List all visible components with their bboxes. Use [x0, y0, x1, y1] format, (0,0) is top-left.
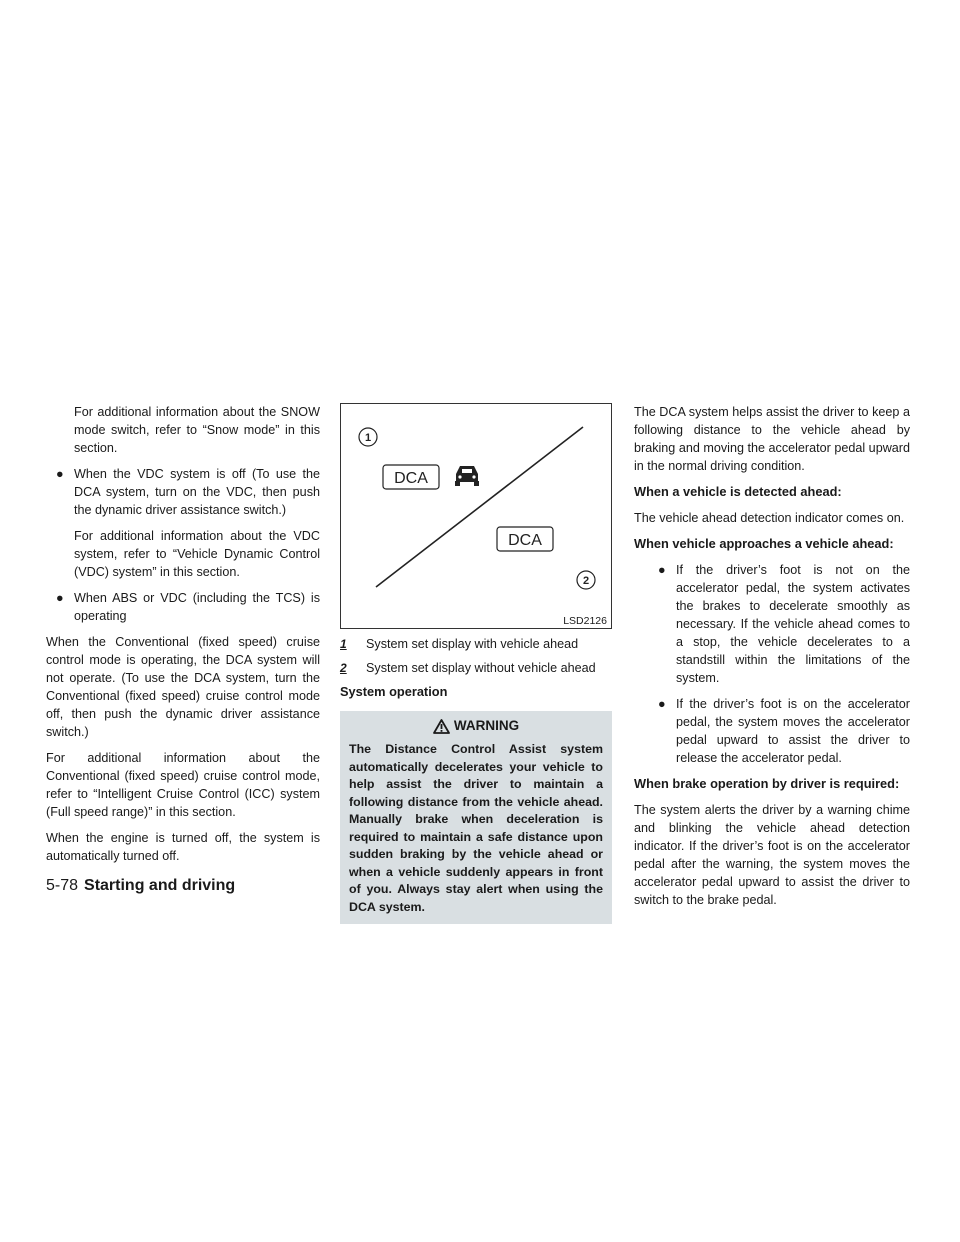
- bullet-vdc-off: [46, 465, 320, 519]
- dca-intro-paragraph: The DCA system helps assist the driver to keep a following distance to the vehicle ahead by braking and moving the accelerator pedal upward in the normal driving condition.: [634, 405, 910, 473]
- vehicle-detected-heading: When a vehicle is detected ahead:: [634, 484, 842, 499]
- vehicle-ahead-icon: [455, 466, 479, 486]
- middle-column: [340, 403, 612, 924]
- warning-text: The Distance Control Assist system automatically decelerates your vehicle to help assist the driver to maintain a following distance from the vehicle ahead. Manually brake when deceleration is required to maintain a safe distance upon sudden braking by the vehicle ahead or when a vehicle suddenly appears in front of you. Always stay alert when using the DCA system.: [349, 742, 603, 914]
- warning-box: [340, 711, 612, 924]
- brake-required-text: The system alerts the driver by a warning chime and blinking the vehicle ahead detection indicator. If the driver’s foot is on the accelerator pedal after the warning, the system moves the accelerator pedal upward to assist the driver to switch to the brake pedal.: [634, 803, 910, 907]
- vehicle-approaches-heading: When vehicle approaches a vehicle ahead:: [634, 536, 894, 551]
- caption-1-text: System set display with vehicle ahead: [366, 637, 579, 651]
- section-title: Starting and driving: [84, 877, 236, 894]
- divider-line: [376, 427, 583, 587]
- bullet-foot-off-pedal: [634, 561, 910, 687]
- caption-2-text: System set display without vehicle ahead: [366, 661, 596, 675]
- warning-title-row: [349, 717, 603, 735]
- caption-2: [340, 659, 612, 677]
- dca-indicator-1-label: DCA: [394, 470, 428, 487]
- bullet-text: If the driver’s foot is on the accelerator pedal, the system moves the accelerator pedal upward to assist the driver to release the accelerator pedal.: [676, 697, 910, 765]
- left-column: [46, 403, 320, 873]
- bullet-icon: ●: [658, 563, 666, 577]
- snow-mode-info: For additional information about the SNOW mode switch, refer to “Snow mode” in this section.: [74, 405, 320, 455]
- right-column: [634, 403, 910, 917]
- bullet-icon: ●: [56, 467, 64, 481]
- bullet-abs-vdc: [46, 589, 320, 625]
- vdc-info: For additional information about the VDC system, refer to “Vehicle Dynamic Control (VDC) system” in this section.: [74, 529, 320, 579]
- figure-illustration: [341, 404, 611, 628]
- caption-1: [340, 635, 612, 653]
- cruise-control-paragraph: When the Conventional (fixed speed) cruise control mode is operating, the DCA system will not operate. (To use the DCA system, turn the Conventional (fixed speed) cruise control mode off, then push the dynamic driver assistance switch.): [46, 635, 320, 739]
- vehicle-detected-text: The vehicle ahead detection indicator comes on.: [634, 511, 905, 525]
- bullet-icon: ●: [658, 697, 666, 711]
- bullet-icon: ●: [56, 591, 64, 605]
- bullet-text: When ABS or VDC (including the TCS) is operating: [74, 591, 320, 623]
- bullet-foot-on-pedal: [634, 695, 910, 767]
- callout-2-label: 2: [582, 575, 590, 587]
- caption-1-number: 1: [340, 637, 347, 651]
- callout-1-label: 1: [364, 432, 372, 444]
- brake-required-heading: When brake operation by driver is required:: [634, 776, 900, 791]
- page-number: 5-78: [46, 877, 79, 894]
- figure-id: LSD2126: [563, 615, 607, 627]
- bullet-text: If the driver’s foot is not on the accelerator pedal, the system activates the brakes to decelerate smoothly as necessary. If the vehicle ahead comes to a stop, the vehicle decelerates to a standstill within the limitations of the system.: [676, 563, 910, 685]
- engine-off-paragraph: When the engine is turned off, the system is automatically turned off.: [46, 831, 320, 863]
- bullet-text: When the VDC system is off (To use the DCA system, turn on the VDC, then push the dynamic driver assistance switch.): [74, 467, 320, 517]
- warning-triangle-icon: [433, 719, 450, 734]
- caption-2-number: 2: [340, 661, 347, 675]
- warning-title: WARNING: [453, 718, 520, 733]
- dca-display-figure: [340, 403, 612, 629]
- page-footer: [46, 876, 235, 896]
- dca-indicator-2-label: DCA: [508, 532, 542, 549]
- cruise-control-info: For additional information about the Conventional (fixed speed) cruise control mode, refer to “Intelligent Cruise Control (ICC) system (Full speed range)” in this section.: [46, 751, 320, 819]
- system-operation-heading: System operation: [340, 684, 448, 699]
